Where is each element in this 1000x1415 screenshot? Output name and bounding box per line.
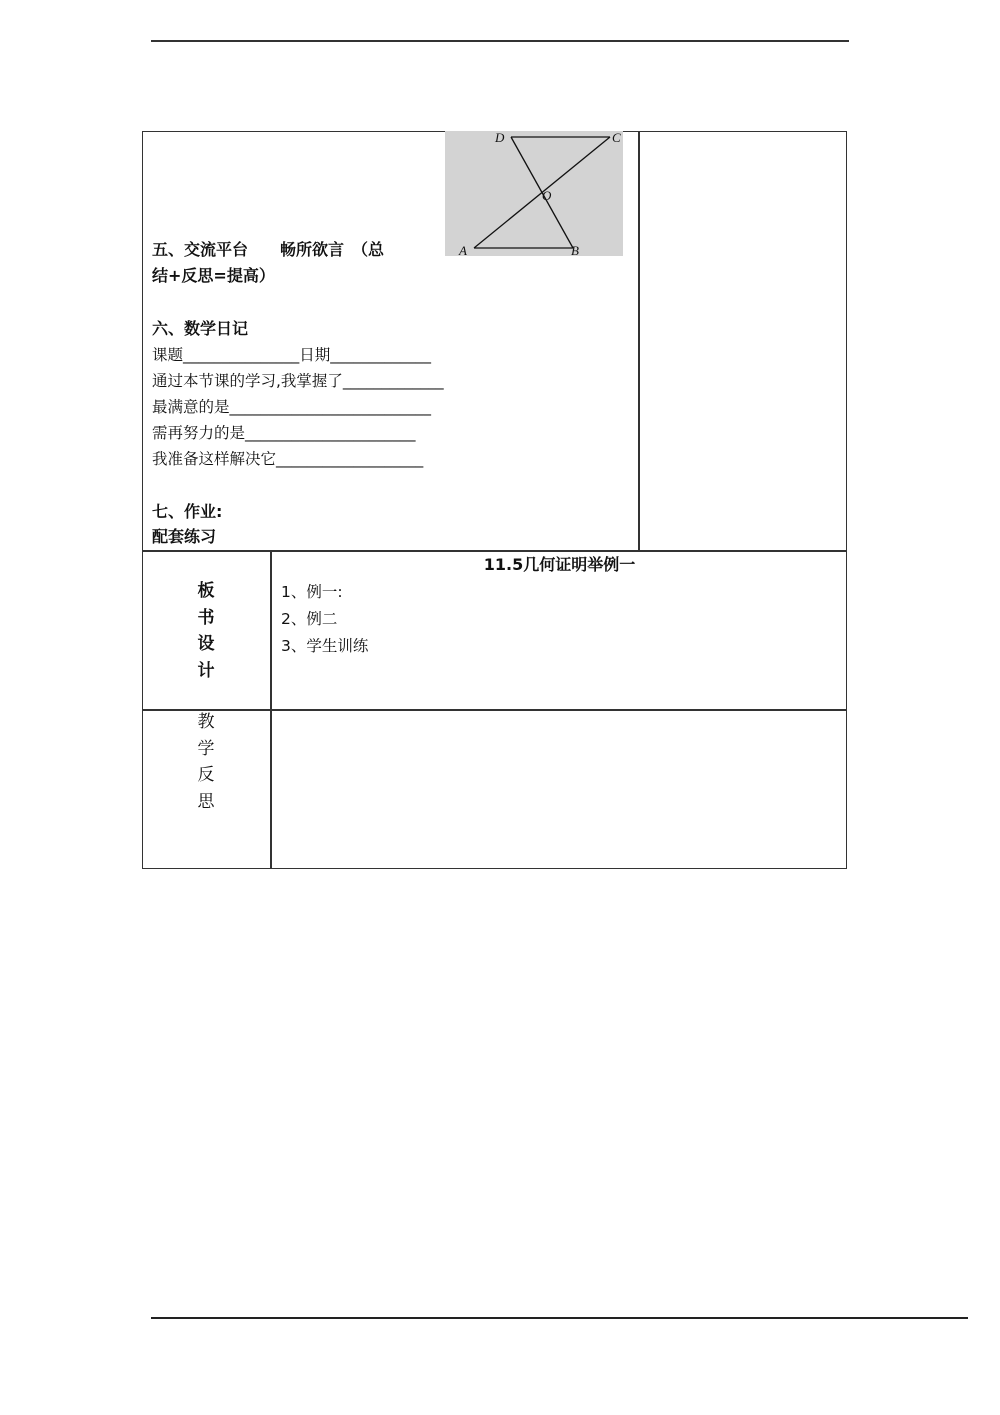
diary-line-topic-date: 课题_______________日期_____________ [152, 346, 432, 364]
board-items [281, 579, 368, 660]
section-5-title [152, 237, 442, 289]
label-char: 设 [197, 634, 215, 654]
board-design-label [142, 578, 270, 684]
header-rule [151, 40, 849, 42]
label-char: 教 [197, 712, 215, 732]
section-5-title-line2: 结+反思=提高） [152, 266, 275, 285]
section-5-title-line1: 五、交流平台 畅所欲言 （总 [152, 240, 385, 259]
section-7-title: 七、作业: [152, 502, 223, 521]
row-divider-1 [142, 550, 847, 552]
svg-text:B: B [571, 243, 579, 256]
label-char: 学 [197, 738, 215, 759]
svg-text:D: D [495, 131, 505, 145]
label-char: 书 [197, 607, 215, 628]
label-char: 计 [197, 660, 215, 681]
diary-line-learned: 通过本节课的学习,我掌握了_____________ [152, 372, 444, 390]
section-6-title: 六、数学日记 [152, 319, 249, 338]
diary-line-improve: 需再努力的是______________________ [152, 424, 416, 442]
row1-column-divider [638, 131, 640, 551]
diary-line-satisfied: 最满意的是__________________________ [152, 398, 432, 416]
label-char: 板 [197, 581, 215, 601]
homework-item: 配套练习 [152, 527, 217, 546]
label-char: 思 [197, 791, 215, 812]
footer-rule [151, 1317, 968, 1319]
svg-text:C: C [612, 131, 621, 145]
board-item: 2、例二 [281, 610, 338, 628]
svg-text:O: O [542, 188, 552, 203]
svg-text:A: A [459, 243, 467, 256]
board-item: 3、学生训练 [281, 637, 369, 655]
teaching-reflection-content [272, 711, 846, 868]
board-item: 1、例一: [281, 583, 343, 601]
label-char: 反 [197, 765, 215, 785]
geometry-figure [445, 131, 623, 256]
board-title: 11.5几何证明举例一 [483, 555, 636, 574]
teaching-reflection-label [142, 709, 270, 815]
triangle-diagram-icon [445, 131, 623, 256]
math-diary-lines [152, 342, 444, 472]
diary-line-plan: 我准备这样解决它___________________ [152, 450, 424, 468]
